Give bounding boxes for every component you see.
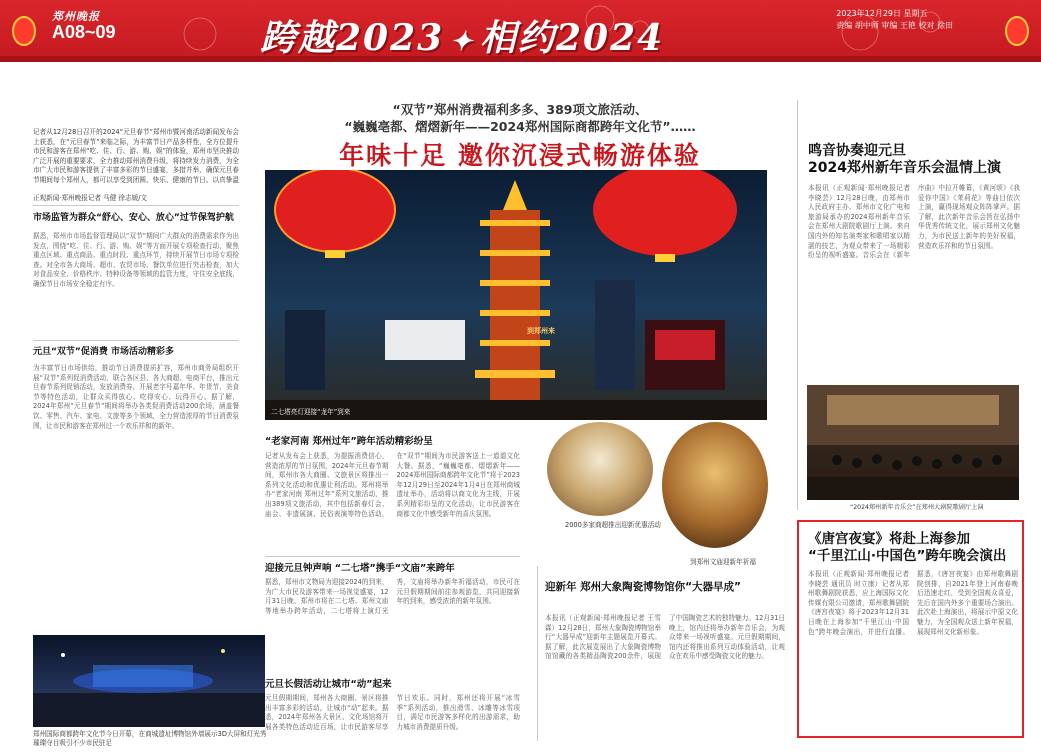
center-section1-body: 记者从发布会上获悉，为提振消费信心，营造浓厚的节日氛围，2024年元旦春节期间，郑州市各大商圈、文旅景区将推出一系列文化活动和优惠让利活动。郑州将举办“老家河南 郑州过年”系列文旅活动，推出389项文旅活动，其中包括新春灯会、庙会、非遗展演、民俗表演等特色活动，在“双节”期间为市民游客送上一道道文化大餐。据悉，“巍巍亳都、熠熠新年——2024郑州国际商都跨年文化节”将于2023年12月29日至2024年1月4日在郑州商城遗址举办，活动将以商文化为主线，开展系列精彩纷呈的文化活动，让市民游客在商都文化中感受新年的喜庆氛围。 [265,452,520,518]
kicker-line1: “双节”郑州消费福利多多、389项文旅活动、 [392,102,648,117]
divider [797,100,798,510]
newspaper-brand: 郑州晚报 [52,10,100,23]
center-section2-body: 据悉，郑州市文物局为迎接2024的到来，为广大市民及游客带来一场视觉盛宴，12月31日晚，郑州市将在二七塔、郑州文庙等地举办跨年活动，二七塔将上演灯光秀，文庙将举办新年祈福活动，市民可在元旦假期期间前往参观游览，共同迎接新年的到来，感受浓浓的新年氛围。 [265,578,520,615]
concert-title [808,143,1018,177]
left-bottom-caption: 郑州国际商都跨年文化节今日开幕，在商城遗址博物馆外墙展示3D大屏和灯光秀璀璨夺目吸引不少市民驻足 [33,730,267,747]
tanggong-title-line1: 《唐宫夜宴》将赴上海参加 [808,531,970,547]
main-photo-caption: 二七塔亮灯迎接“龙年”到来 [271,408,351,416]
tanggong-title-line2: “千里江山·中国色”跨年晚会演出 [808,548,1007,564]
museum-body: 本报讯（正观新闻·郑州晚报记者 王雪霖）12月28日，郑州大象陶瓷博物馆举行“大器早成”迎新年主题展览开幕式。据了解，此次展览展出了大象陶瓷博物馆馆藏的各类精品陶瓷200余件，展现了中国陶瓷艺术的独特魅力。12月31日晚上，馆内还将举办新年音乐会，为观众带来一场视听盛宴。元旦假期期间，馆内还将推出系列互动体验活动，让观众在欢乐中感受陶瓷文化的魅力。 [545,614,785,661]
header-meta [836,8,953,32]
light-show-graphic [33,635,265,727]
concert-body: 本报讯（正观新闻·郑州晚报记者 李晓芸）12月28日晚，由郑州市人民政府主办、郑州市文化广电和旅游局承办的2024郑州新年音乐会在郑州大剧院歌剧厅上演。来自国内外的知名演奏家和歌唱家以精湛的技艺，为观众带来了一场精彩纷呈的视听盛宴。音乐会在《新年序曲》中拉开帷幕，《黄河颂》《我爱你中国》《茉莉花》等曲目依次上演，赢得现场观众阵阵掌声。据了解，此次新年音乐会旨在弘扬中华优秀传统文化，展示郑州文化魅力，为市民送上新年的美好祝福，营造欢乐祥和的节日氛围。 [808,184,1020,260]
intro-paragraph: 记者从12月28日召开的2024“元旦春节”郑州市暨河南活动新闻发布会上获悉，在“元旦春节”来临之际，为丰富节日产品多样性，全方位提升市民和游客在郑州“吃、住、行、游、购、娱”的体验，郑州市坚决推动广泛开展的重要要求，全力推动郑州消费升级，将持续发力消费，为全市广大市民和游客提供了丰富多彩的节日盛宴，多措并举，确保元旦春节期间每个郑州人，都可以享受到团圆、快乐、健康的节日。以真挚温 [33,128,239,184]
left-section1-body: 据悉，郑州市市场监督管理局以“双节”期间广大群众的消费需求作为出发点，围绕“吃、住、行、游、购、娱”等方面开展专项检查行动，聚焦重点区域、重点商品、重点时段、重点环节，持续开展节日市场专项检查。对全市各大商场、超市、农贸市场、餐饮单位进行突击检查，加大对食品安全、价格秩序、特种设备等领域的监管力度，守住安全底线，确保节日市场安全稳定有序。 [33,232,239,288]
header-editors: 责编 胡中师 审编 王艳 校对 徐田 [836,21,953,30]
page-header [0,0,1041,62]
concert-photo [807,385,1019,500]
kicker [265,101,775,135]
center-section3-body: 元旦假期期间，郑州各大商圈、景区将推出丰富多彩的活动，让城市“动”起来。据悉，2024年郑州各大景区、文化场馆将开展各类特色活动近百场，让市民游客尽享节日欢乐。同时，郑州还将开展“冰雪季”系列活动，推出滑雪、冰雕等冰雪项目，满足市民游客多样化的出游需求，助力城市消费提质升级。 [265,694,520,731]
divider [33,340,239,341]
left-section2-body: 为丰富节日市场供给，推动节日消费提质扩容，郑州市商务局组织开展“双节”系列促消费活动，联合各区县、各大商超、电商平台，推出元旦春节系列促销活动，发放消费券，开展老字号嘉年华、年货节、美食节等特色活动，让群众买得放心、吃得安心、玩得开心。据了解，2024年郑州“元旦春节”期间将举办各类促消费活动200余场，涵盖餐饮、零售、汽车、家电、文旅等多个领域，全力营造浓厚的节日消费氛围，让市民和游客在郑州过一个欢乐祥和的新年。 [33,364,239,430]
tanggong-body: 本报讯（正观新闻·郑州晚报记者 李晓芸 通讯员 时立康）记者从郑州歌舞剧院获悉，应上海国际文化传媒有限公司邀请，郑州歌舞剧院《唐宫夜宴》将于2023年12月31日晚在上海参加“千里江山·中国色”跨年晚会演出，并进行直播。据悉，《唐宫夜宴》由郑州歌舞剧院创排，自2021年登上河南春晚后迅速走红，受到全国观众喜爱，先后在国内外多个重要场合演出。此次赴上海演出，将展示中原文化魅力，为全国观众送上新年祝福，展现郑州文化新形象。 [808,570,1018,636]
temple-caption: 到郑州文庙迎新年祈福 [690,558,756,566]
kicker-line2: “巍巍亳都、熠熠新年——2024郑州国际商都跨年文化节”…… [344,119,696,134]
supermarket-photo [545,420,655,518]
concert-title-line1: 鸣音协奏迎元旦 [808,143,906,159]
left-section1-title: 市场监管为群众“舒心、安心、放心”过节保驾护航 [33,213,234,223]
intro-byline: 正观新闻·郑州晚报记者 马健 徐志媛/文 [33,194,148,202]
center-section2-title: 迎接元旦钟声响 “二七塔”携手“文庙”来跨年 [265,563,455,574]
banner-left: 跨越2023 [260,17,445,59]
left-bottom-photo [33,635,265,727]
main-photo [265,170,767,420]
divider [537,566,538,741]
concert-photo-caption: “2024郑州新年音乐会”在郑州大剧院歌剧厅上演 [850,504,984,511]
lantern-icon [12,16,36,46]
temple-photo [660,420,770,550]
night-pagoda-graphic [265,170,767,420]
photo-tag: 到郑州来 [527,327,555,335]
main-headline: 年味十足 邀你沉浸式畅游体验 [339,141,701,170]
banner-right: 相约2024 [480,17,665,59]
museum-title: 迎新年 郑州大象陶瓷博物馆你“大器早成” [545,581,741,593]
tanggong-title [808,531,1018,565]
divider [265,556,520,557]
divider [33,205,239,206]
center-section3-title: 元旦长假活动让城市“动”起来 [265,679,392,690]
lantern-icon [1005,16,1029,46]
orchestra-graphic [807,385,1019,500]
banner-title [260,10,664,61]
supermarket-caption: 2000多家商超推出迎新优惠活动 [565,521,661,529]
center-section1-title: “老家河南 郑州过年”跨年活动精彩纷呈 [265,436,433,447]
concert-title-line2: 2024郑州新年音乐会温情上演 [808,160,1001,176]
page-number: A08~09 [52,22,116,42]
banner-divider: ✦ [450,27,474,57]
left-section2-title: 元旦“双节”促消费 市场活动精彩多 [33,347,174,357]
header-date: 2023年12月29日 星期五 [836,9,928,18]
